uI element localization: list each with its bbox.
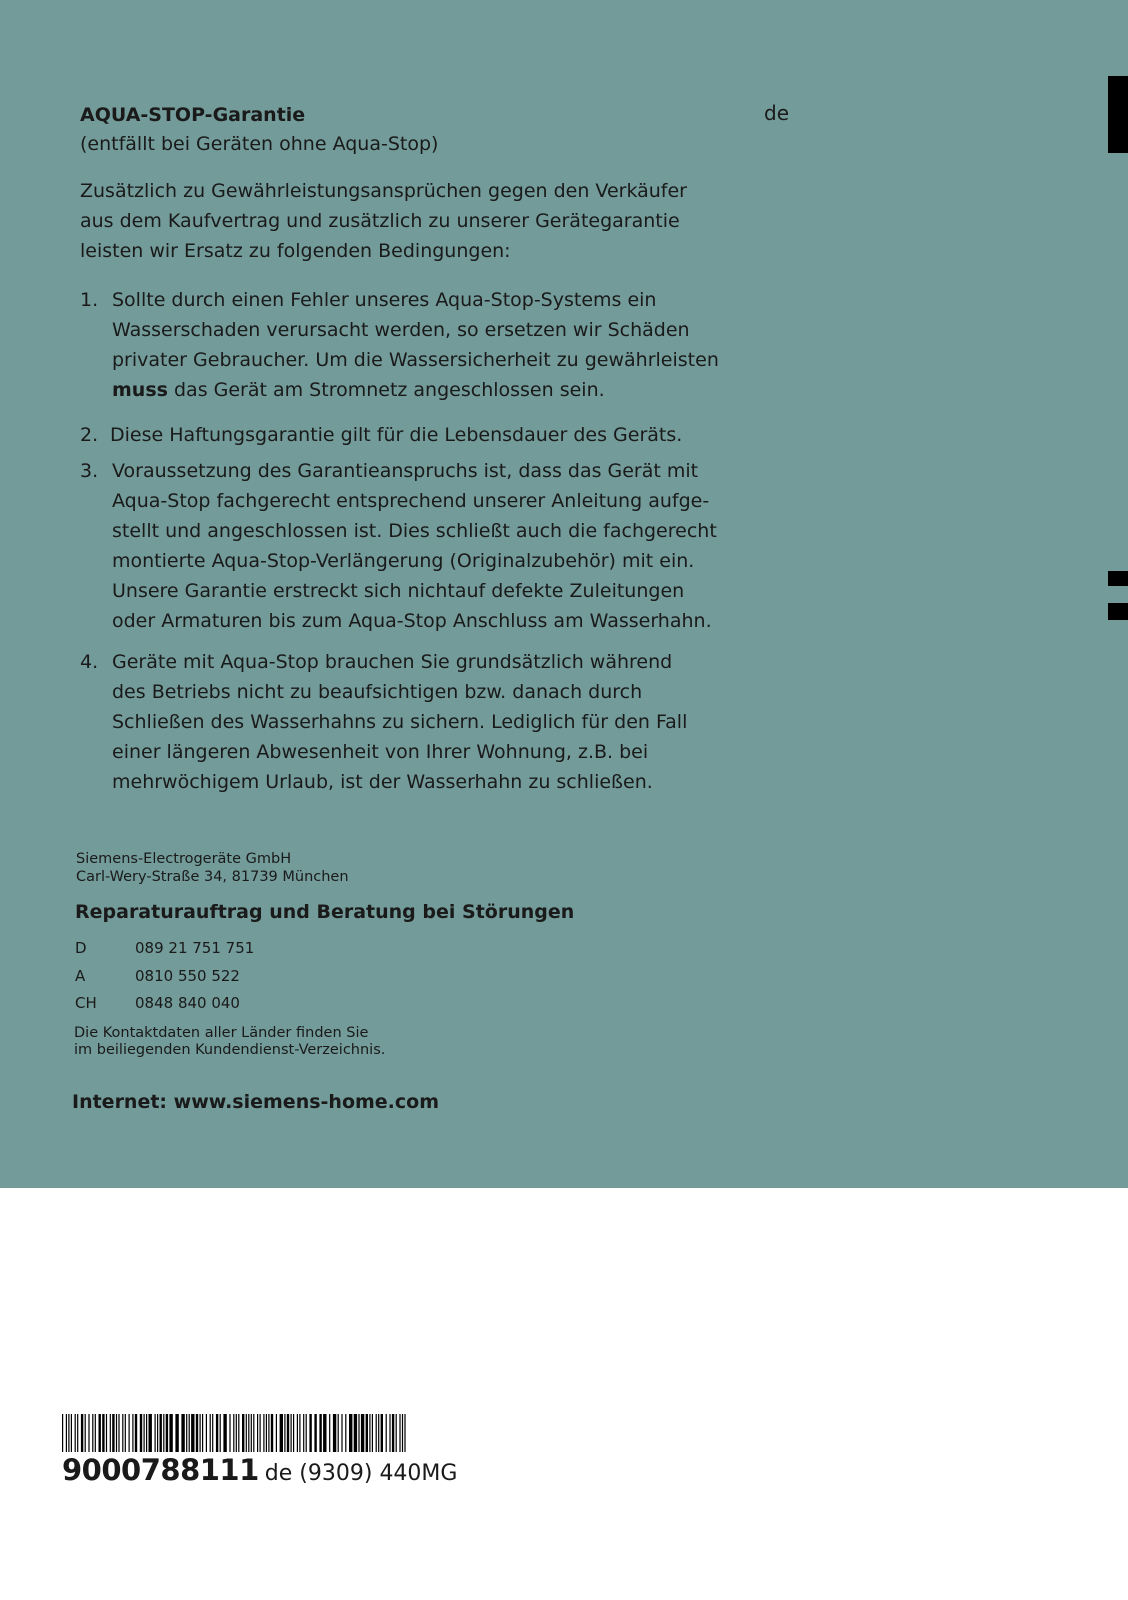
barcode-bar xyxy=(132,1414,133,1452)
barcode-bar xyxy=(361,1414,364,1452)
barcode-bar xyxy=(404,1414,405,1452)
item-number: 4. xyxy=(80,651,99,673)
barcode-bar xyxy=(166,1414,168,1452)
barcode-bar xyxy=(216,1414,218,1452)
item-line: oder Armaturen bis zum Aqua-Stop Anschluss am Wasserhahn. xyxy=(112,610,712,632)
guarantee-subtitle: (entfällt bei Geräten ohne Aqua-Stop) xyxy=(80,133,439,155)
barcode-bar xyxy=(366,1414,368,1452)
emphasis-muss: muss xyxy=(112,379,168,401)
barcode-bar xyxy=(280,1414,283,1452)
barcode-bar xyxy=(85,1414,86,1452)
barcode-bar xyxy=(202,1414,203,1452)
barcode-bar xyxy=(306,1414,307,1452)
barcode-bar xyxy=(287,1414,289,1452)
barcode-bar xyxy=(88,1414,89,1452)
barcode-bar xyxy=(196,1414,198,1452)
barcode-bar xyxy=(248,1414,249,1452)
guarantee-title: AQUA-STOP-Garantie xyxy=(80,104,306,126)
barcode-bar xyxy=(386,1414,387,1452)
barcode-bar xyxy=(110,1414,111,1452)
barcode-bar xyxy=(319,1414,321,1452)
article-code xyxy=(62,1453,457,1487)
barcode-bar xyxy=(189,1414,190,1452)
barcode-bar xyxy=(118,1414,119,1452)
item-line: Wasserschaden verursacht werden, so ersetzen wir Schäden xyxy=(112,319,690,341)
barcode-bar xyxy=(271,1414,273,1452)
item-line-rest: das Gerät am Stromnetz angeschlossen sein. xyxy=(167,379,605,401)
barcode-bar xyxy=(389,1414,390,1452)
country-code: A xyxy=(75,967,86,985)
item-text xyxy=(112,647,720,797)
barcode-bar xyxy=(71,1414,72,1452)
barcode-bar xyxy=(112,1414,114,1452)
barcode-image xyxy=(62,1414,408,1452)
contact-line: Die Kontaktdaten aller Länder finden Sie xyxy=(74,1025,369,1041)
barcode-bar xyxy=(99,1414,101,1452)
edge-tab-mark xyxy=(1108,603,1128,620)
barcode-bar xyxy=(68,1414,69,1452)
barcode-bar xyxy=(169,1414,172,1452)
barcode-bar xyxy=(263,1414,264,1452)
item-line: Sollte durch einen Fehler unseres Aqua-Stop-Systems ein xyxy=(112,289,657,311)
barcode-bar xyxy=(349,1414,352,1452)
item-number: 2. xyxy=(80,424,99,446)
item-line: montierte Aqua-Stop-Verlängerung (Originalzubehör) mit ein. xyxy=(112,550,695,572)
barcode-bar xyxy=(106,1414,107,1452)
barcode-bar xyxy=(268,1414,269,1452)
contact-note xyxy=(74,1025,385,1059)
intro-line: aus dem Kaufvertrag und zusätzlich zu unserer Gerätegarantie xyxy=(80,210,680,232)
barcode-bar xyxy=(251,1414,252,1452)
barcode-bar xyxy=(102,1414,104,1452)
barcode-bar xyxy=(81,1414,83,1452)
item-text xyxy=(112,285,720,405)
barcode-bar xyxy=(220,1414,221,1452)
barcode-bar xyxy=(369,1414,370,1452)
barcode-bar xyxy=(333,1414,336,1452)
item-line: einer längeren Abwesenheit von Ihrer Wohnung, z.B. bei xyxy=(112,741,649,763)
barcode-bar xyxy=(381,1414,383,1452)
edge-tab-mark xyxy=(1108,76,1128,153)
item-text xyxy=(110,420,720,450)
barcode-bar xyxy=(140,1414,142,1452)
condition-item-2 xyxy=(80,420,720,450)
condition-item-3 xyxy=(80,456,720,636)
condition-item-4 xyxy=(80,647,720,797)
item-line: Diese Haftungsgarantie gilt für die Lebensdauer des Geräts. xyxy=(110,424,683,446)
barcode-bar xyxy=(299,1414,300,1452)
article-suffix: de (9309) 440MG xyxy=(264,1461,458,1486)
barcode-bar xyxy=(238,1414,239,1452)
barcode-bar xyxy=(66,1414,67,1452)
item-line: mehrwöchigem Urlaub, ist der Wasserhahn zu schließen. xyxy=(112,771,653,793)
barcode-bar xyxy=(253,1414,254,1452)
barcode-bar xyxy=(95,1414,96,1452)
item-number: 1. xyxy=(80,289,99,311)
barcode-bar xyxy=(233,1414,234,1452)
phone-number: 089 21 751 751 xyxy=(135,939,255,957)
country-code: D xyxy=(75,939,87,957)
barcode-bar xyxy=(284,1414,285,1452)
barcode-bar xyxy=(242,1414,244,1452)
edge-tab-mark xyxy=(1108,571,1128,586)
barcode-bar xyxy=(206,1414,207,1452)
item-text xyxy=(112,456,720,636)
barcode-bar xyxy=(392,1414,394,1452)
barcode-bar xyxy=(354,1414,357,1452)
barcode-bar xyxy=(122,1414,123,1452)
item-line: Unsere Garantie erstreckt sich nichtauf defekte Zuleitungen xyxy=(112,580,685,602)
company-name: Siemens-Electrogeräte GmbH xyxy=(76,851,292,867)
barcode-bar xyxy=(149,1414,152,1452)
barcode-bar xyxy=(260,1414,261,1452)
barcode-bar xyxy=(129,1414,130,1452)
barcode-bar xyxy=(402,1414,403,1452)
barcode-bar xyxy=(309,1414,311,1452)
barcode-bar xyxy=(376,1414,377,1452)
barcode-bar xyxy=(303,1414,304,1452)
barcode-bar xyxy=(62,1414,63,1452)
internet-link[interactable]: Internet: www.siemens-home.com xyxy=(72,1091,440,1113)
barcode-bar xyxy=(125,1414,126,1452)
barcode-bar xyxy=(236,1414,237,1452)
barcode-bar xyxy=(155,1414,156,1452)
barcode-bar xyxy=(345,1414,346,1452)
condition-item-1 xyxy=(80,285,720,405)
barcode-bar xyxy=(186,1414,187,1452)
item-line xyxy=(112,375,720,405)
barcode-bar xyxy=(135,1414,137,1452)
barcode-bar xyxy=(338,1414,339,1452)
barcode-bar xyxy=(116,1414,117,1452)
language-tag: de xyxy=(764,101,789,125)
barcode-bar xyxy=(223,1414,226,1452)
barcode-bar xyxy=(329,1414,330,1452)
phone-number: 0810 550 522 xyxy=(135,967,240,985)
barcode-bar xyxy=(257,1414,258,1452)
item-line: des Betriebs nicht zu beaufsichtigen bzw. danach durch xyxy=(112,681,643,703)
contact-line: im beiliegenden Kundendienst-Verzeichnis. xyxy=(74,1042,386,1058)
item-number: 3. xyxy=(80,460,99,482)
intro-line: Zusätzlich zu Gewährleistungsansprüchen gegen den Verkäufer xyxy=(80,180,687,202)
service-heading: Reparaturauftrag und Beratung bei Störungen xyxy=(75,901,575,923)
barcode-bar xyxy=(175,1414,178,1452)
barcode-bar xyxy=(293,1414,294,1452)
barcode-bar xyxy=(396,1414,397,1452)
barcode-bar xyxy=(144,1414,145,1452)
barcode-bar xyxy=(146,1414,147,1452)
barcode-bar xyxy=(372,1414,373,1452)
barcode-bar xyxy=(163,1414,164,1452)
barcode-bar xyxy=(212,1414,213,1452)
barcode-bar xyxy=(160,1414,162,1452)
barcode-bar xyxy=(77,1414,78,1452)
company-street: Carl-Wery-Straße 34, 81739 München xyxy=(76,869,349,885)
article-number: 9000788111 xyxy=(62,1453,259,1487)
barcode-bar xyxy=(200,1414,201,1452)
barcode-bar xyxy=(341,1414,342,1452)
barcode-bar xyxy=(314,1414,316,1452)
item-line: Schließen des Wasserhahns zu sichern. Lediglich für den Fall xyxy=(112,711,688,733)
barcode-bar xyxy=(399,1414,400,1452)
barcode-bar xyxy=(323,1414,326,1452)
barcode-bar xyxy=(181,1414,184,1452)
barcode-bar xyxy=(358,1414,359,1452)
barcode-bar xyxy=(246,1414,247,1452)
barcode-bar xyxy=(276,1414,277,1452)
country-code: CH xyxy=(75,994,97,1012)
item-line: Geräte mit Aqua-Stop brauchen Sie grundsätzlich während xyxy=(112,651,673,673)
intro-paragraph xyxy=(80,176,720,266)
phone-number: 0848 840 040 xyxy=(135,994,240,1012)
barcode-bar xyxy=(229,1414,230,1452)
barcode-bar xyxy=(378,1414,379,1452)
barcode-bar xyxy=(266,1414,267,1452)
barcode-bar xyxy=(191,1414,194,1452)
item-line: Voraussetzung des Garantieanspruchs ist, dass das Gerät mit xyxy=(112,460,699,482)
barcode-bar xyxy=(75,1414,76,1452)
barcode-bar xyxy=(210,1414,211,1452)
item-line: privater Gebraucher. Um die Wassersicherheit zu gewährleisten xyxy=(112,349,719,371)
item-line: Aqua-Stop fachgerecht entsprechend unserer Anleitung aufge- xyxy=(112,490,710,512)
barcode-bar xyxy=(297,1414,298,1452)
barcode-bar xyxy=(92,1414,93,1452)
barcode-bar xyxy=(157,1414,158,1452)
item-line: stellt und angeschlossen ist. Dies schließt auch die fachgerecht xyxy=(112,520,717,542)
barcode-bar xyxy=(291,1414,292,1452)
company-address xyxy=(76,850,349,886)
intro-line: leisten wir Ersatz zu folgenden Bedingungen: xyxy=(80,240,511,262)
